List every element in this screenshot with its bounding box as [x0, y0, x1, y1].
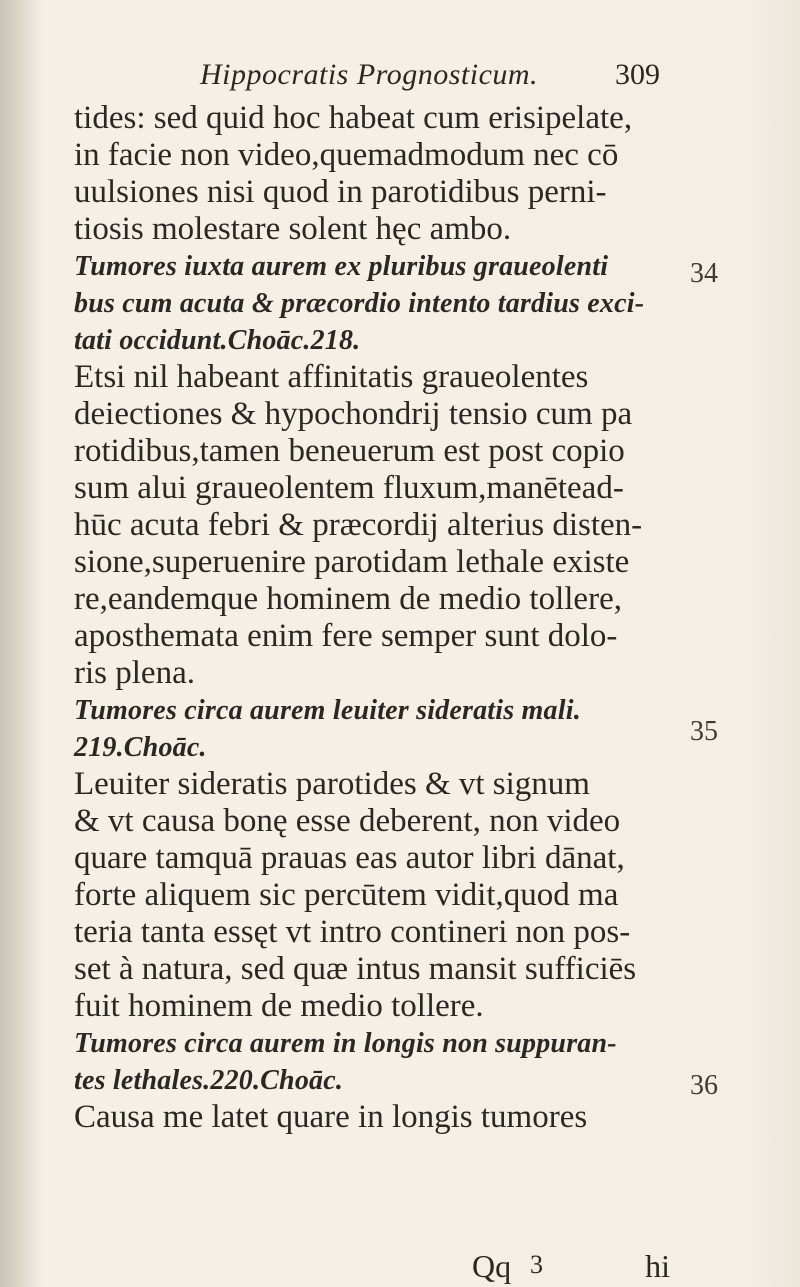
text-line: set à natura, sed quæ intus mansit sufficiēs	[74, 951, 637, 987]
section-heading-line: tati occidunt.Choāc.218.	[74, 325, 361, 356]
text-line: aposthemata enim fere semper sunt dolo-	[74, 618, 618, 654]
margin-number-35: 35	[690, 716, 718, 747]
text-line: & vt causa bonę esse deberent, non video	[74, 803, 621, 839]
margin-number-34: 34	[690, 258, 718, 289]
section-heading-line: Tumores circa aurem leuiter sideratis mali.	[74, 695, 581, 726]
text-line: sione,superuenire parotidam lethale existe	[74, 544, 630, 580]
text-line: sum alui graueolentem fluxum,manētead-	[74, 470, 624, 506]
text-line: uulsiones nisi quod in parotidibus perni-	[74, 174, 607, 210]
text-line: re,eandemque hominem de medio tollere,	[74, 581, 622, 617]
text-line: tides: sed quid hoc habeat cum erisipelate,	[74, 100, 633, 136]
text-line: quare tamquā prauas eas autor libri dānat,	[74, 840, 625, 876]
page-number: 309	[615, 58, 660, 91]
text-line: in facie non video,quemadmodum nec cō	[74, 137, 619, 173]
catchword: hi	[645, 1248, 670, 1284]
text-line: Causa me latet quare in longis tumores	[74, 1099, 588, 1135]
page-header	[200, 58, 660, 98]
section-heading-line: 219.Choāc.	[74, 732, 207, 763]
page-footer	[380, 1248, 670, 1286]
section-heading-line: bus cum acuta & præcordio intento tardius exci-	[74, 288, 645, 319]
text-line: forte aliquem sic percūtem vidit,quod ma	[74, 877, 619, 913]
text-line: Leuiter sideratis parotides & vt signum	[74, 766, 590, 802]
body-text	[74, 100, 656, 1136]
text-line: tiosis molestare solent hęc ambo.	[74, 211, 512, 247]
running-head: Hippocratis Prognosticum.	[200, 58, 539, 91]
section-heading-line: tes lethales.220.Choāc.	[74, 1065, 344, 1096]
text-line: hūc acuta febri & præcordij alterius disten-	[74, 507, 643, 543]
text-line: deiectiones & hypochondrij tensio cum pa	[74, 396, 633, 432]
signature-number: 3	[530, 1250, 543, 1279]
text-line: rotidibus,tamen beneuerum est post copio	[74, 433, 625, 469]
text-line: fuit hominem de medio tollere.	[74, 988, 484, 1024]
binding-shadow	[0, 0, 40, 1287]
section-heading-line: Tumores circa aurem in longis non suppuran-	[74, 1028, 617, 1059]
text-line: teria tanta essęt vt intro contineri non pos-	[74, 914, 631, 950]
text-line: Etsi nil habeant affinitatis graueolentes	[74, 359, 589, 395]
margin-number-36: 36	[690, 1070, 718, 1101]
section-heading-line: Tumores iuxta aurem ex pluribus graueolenti	[74, 251, 609, 282]
signature-mark: Qq	[472, 1248, 512, 1284]
text-line: ris plena.	[74, 655, 195, 691]
